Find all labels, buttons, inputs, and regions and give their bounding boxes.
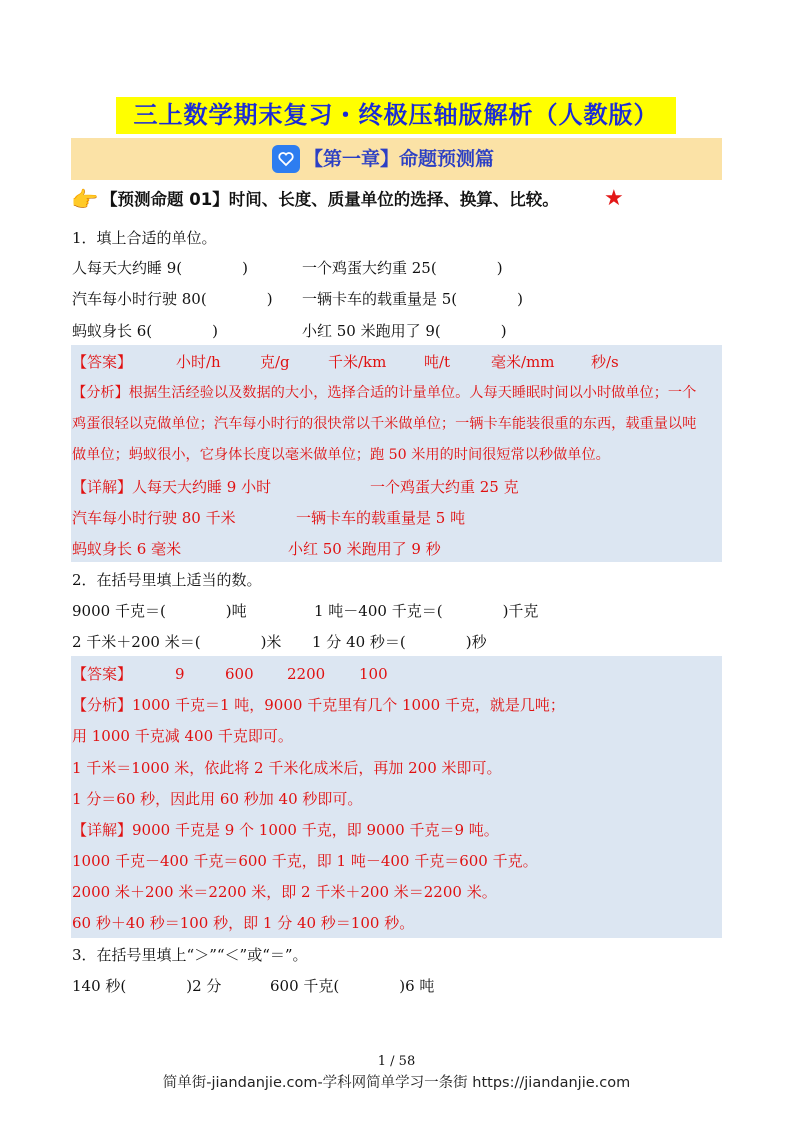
q2-row2-left: 2 千米＋200 米＝( )米 bbox=[72, 633, 282, 651]
q1-analysis-line-2: 鸡蛋很轻以克做单位；汽车每小时行的很快常以千米做单位；一辆卡车能装很重的东西，载重量以吨 bbox=[72, 416, 697, 432]
q1-analysis-line-1: 【分析】根据生活经验以及数据的大小，选择合适的计量单位。人每天睡眠时间以小时做单位；一个 bbox=[72, 385, 697, 401]
q1-answer-4: 吨/t bbox=[424, 353, 451, 371]
q2-detail-line-3: 2000 米＋200 米＝2200 米，即 2 千米＋200 米＝2200 米。 bbox=[72, 883, 497, 901]
q1-answer-5: 毫米/mm bbox=[491, 353, 555, 371]
q1-detail-1-right: 一个鸡蛋大约重 25 克 bbox=[370, 478, 519, 496]
q3-item-2: 600 千克( )6 吨 bbox=[270, 977, 435, 995]
q2-detail-line-4: 60 秒＋40 秒＝100 秒，即 1 分 40 秒＝100 秒。 bbox=[72, 914, 415, 932]
q1-detail-3-right: 小红 50 米跑用了 9 秒 bbox=[288, 540, 441, 558]
q1-answer-1: 小时/h bbox=[176, 353, 221, 371]
section-heading: 【预测命题 01】时间、长度、质量单位的选择、换算、比较。 bbox=[101, 190, 559, 209]
q2-analysis-line-3: 1 千米＝1000 米，依此将 2 千米化成米后，再加 200 米即可。 bbox=[72, 759, 502, 777]
pointing-hand-icon: 👉 bbox=[71, 188, 99, 213]
q2-detail-line-2: 1000 千克－400 千克＝600 千克，即 1 吨－400 千克＝600 千克。 bbox=[72, 852, 538, 870]
q1-analysis-line-3: 做单位；蚂蚁很小，它身体长度以毫米做单位；跑 50 米用的时间很短常以秒做单位。 bbox=[72, 447, 610, 463]
q1-answer-label: 【答案】 bbox=[72, 353, 133, 371]
q2-answer-1: 9 bbox=[175, 665, 185, 683]
heart-badge-icon bbox=[272, 145, 300, 173]
question-1-title: 1．填上合适的单位。 bbox=[72, 229, 217, 247]
q2-analysis-line-4: 1 分＝60 秒，因此用 60 秒加 40 秒即可。 bbox=[72, 790, 363, 808]
q2-answer-label: 【答案】 bbox=[72, 665, 133, 683]
q1-row3-left: 蚂蚁身长 6( ) bbox=[72, 322, 219, 340]
chapter-title: 【第一章】命题预测篇 bbox=[304, 148, 495, 170]
q1-detail-3-left: 蚂蚁身长 6 毫米 bbox=[72, 540, 182, 558]
q2-row1-right: 1 吨－400 千克＝( )千克 bbox=[314, 602, 539, 620]
page-number: 1 / 58 bbox=[377, 1054, 416, 1069]
footer-watermark: 简单街-jiandanjie.com-学科网简单学习一条街 https://jiandanjie.com bbox=[162, 1075, 631, 1091]
q1-row1-right: 一个鸡蛋大约重 25( ) bbox=[302, 259, 503, 277]
question-3-title: 3．在括号里填上“＞”“＜”或“＝”。 bbox=[72, 946, 308, 964]
q1-detail-2-right: 一辆卡车的载重量是 5 吨 bbox=[296, 509, 466, 527]
star-icon: ★ bbox=[604, 186, 624, 211]
question-2-title: 2．在括号里填上适当的数。 bbox=[72, 571, 262, 589]
q1-row1-left: 人每天大约睡 9( ) bbox=[72, 259, 249, 277]
q2-answer-3: 2200 bbox=[287, 665, 326, 683]
q1-row3-right: 小红 50 米跑用了 9( ) bbox=[302, 322, 507, 340]
q2-analysis-line-1: 【分析】1000 千克＝1 吨，9000 千克里有几个 1000 千克，就是几吨； bbox=[72, 696, 565, 714]
q2-answer-2: 600 bbox=[225, 665, 254, 683]
page-title: 三上数学期末复习・终极压轴版解析（人教版） bbox=[133, 101, 659, 129]
q1-answer-6: 秒/s bbox=[591, 353, 619, 371]
q2-row2-right: 1 分 40 秒＝( )秒 bbox=[312, 633, 487, 651]
q1-row2-left: 汽车每小时行驶 80( ) bbox=[72, 290, 273, 308]
q3-item-1: 140 秒( )2 分 bbox=[72, 977, 222, 995]
q1-row2-right: 一辆卡车的载重量是 5( ) bbox=[302, 290, 524, 308]
q1-detail-2-left: 汽车每小时行驶 80 千米 bbox=[72, 509, 236, 527]
q1-answer-3: 千米/km bbox=[328, 353, 387, 371]
q2-row1-left: 9000 千克＝( )吨 bbox=[72, 602, 247, 620]
q2-detail-line-1: 【详解】9000 千克是 9 个 1000 千克，即 9000 千克＝9 吨。 bbox=[72, 821, 499, 839]
q1-answer-2: 克/g bbox=[260, 353, 290, 371]
q2-analysis-line-2: 用 1000 千克减 400 千克即可。 bbox=[72, 727, 293, 745]
q1-detail-1-left: 【详解】人每天大约睡 9 小时 bbox=[72, 478, 272, 496]
q2-answer-4: 100 bbox=[359, 665, 388, 683]
